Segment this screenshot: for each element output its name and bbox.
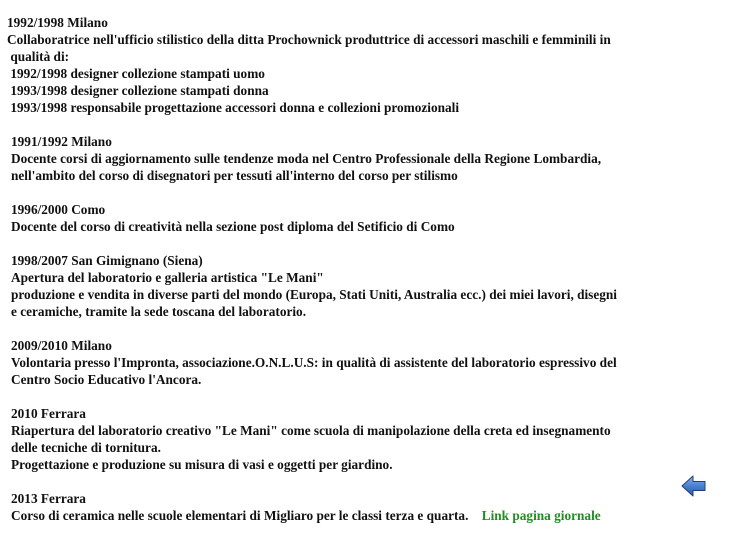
spacer: [0, 320, 740, 337]
entry-line: 1993/1998 responsabile progettazione accessori donna e collezioni promozionali: [7, 100, 460, 115]
cv-entry: [0, 133, 740, 184]
cv-entry: [0, 201, 740, 235]
entry-line: Riapertura del laboratorio creativo "Le Mani" come scuola di manipolazione della creta ed insegnamento: [11, 423, 611, 438]
arrow-left-icon: [680, 473, 708, 499]
entry-line-with-link: [0, 507, 740, 524]
spacer: [0, 235, 740, 252]
cv-document: [0, 14, 740, 524]
entry-line: Progettazione e produzione su misura di vasi e oggetti per giardino.: [11, 457, 393, 472]
entry-line: e ceramiche, tramite la sede toscana del laboratorio.: [11, 304, 307, 319]
entry-line: Docente corsi di aggiornamento sulle tendenze moda nel Centro Professionale della Regione Lombardia,: [11, 151, 602, 166]
entry-heading: 2010 Ferrara: [11, 406, 86, 421]
cv-entry: [0, 405, 740, 473]
entry-line: delle tecniche di tornitura.: [11, 440, 161, 455]
newspaper-page-link[interactable]: Link pagina giornale: [481, 508, 601, 523]
spacer: [0, 184, 740, 201]
entry-heading: 1991/1992 Milano: [11, 134, 112, 149]
entry-heading: 2009/2010 Milano: [11, 338, 112, 353]
entry-heading: 1998/2007 San Gimignano (Siena): [11, 253, 203, 268]
entry-heading: 1996/2000 Como: [11, 202, 106, 217]
entry-heading: 1992/1998 Milano: [7, 15, 108, 30]
entry-line: 1993/1998 designer collezione stampati donna: [7, 83, 269, 98]
entry-line: qualità di:: [7, 49, 70, 64]
cv-entry: [0, 337, 740, 388]
cv-entry: [0, 14, 740, 116]
entry-line: nell'ambito del corso di disegnatori per tessuti all'interno del corso per stilismo: [11, 168, 458, 183]
cv-entry: [0, 490, 740, 524]
entry-line: Volontaria presso l'Impronta, associazione.O.N.L.U.S: in qualità di assistente del laboratorio espressivo del: [11, 355, 617, 370]
cv-entry: [0, 252, 740, 320]
entry-line: Apertura del laboratorio e galleria artistica "Le Mani": [11, 270, 324, 285]
entry-line: Collaboratrice nell'ufficio stilistico della ditta Prochownick produttrice di accessori maschili e femminili in: [7, 32, 611, 47]
entry-heading: 2013 Ferrara: [11, 491, 86, 506]
spacer: [0, 116, 740, 133]
spacer: [0, 388, 740, 405]
entry-line: produzione e vendita in diverse parti del mondo (Europa, Stati Uniti, Australia ecc.) dei miei lavori, disegni: [11, 287, 618, 302]
entry-line: Corso di ceramica nelle scuole elementari di Migliaro per le classi terza e quarta.: [11, 508, 469, 523]
entry-line: Docente del corso di creatività nella sezione post diploma del Setificio di Como: [11, 219, 455, 234]
spacer: [0, 473, 740, 490]
entry-line: 1992/1998 designer collezione stampati uomo: [7, 66, 265, 81]
entry-line: Centro Socio Educativo l'Ancora.: [11, 372, 202, 387]
back-button[interactable]: [680, 473, 708, 499]
